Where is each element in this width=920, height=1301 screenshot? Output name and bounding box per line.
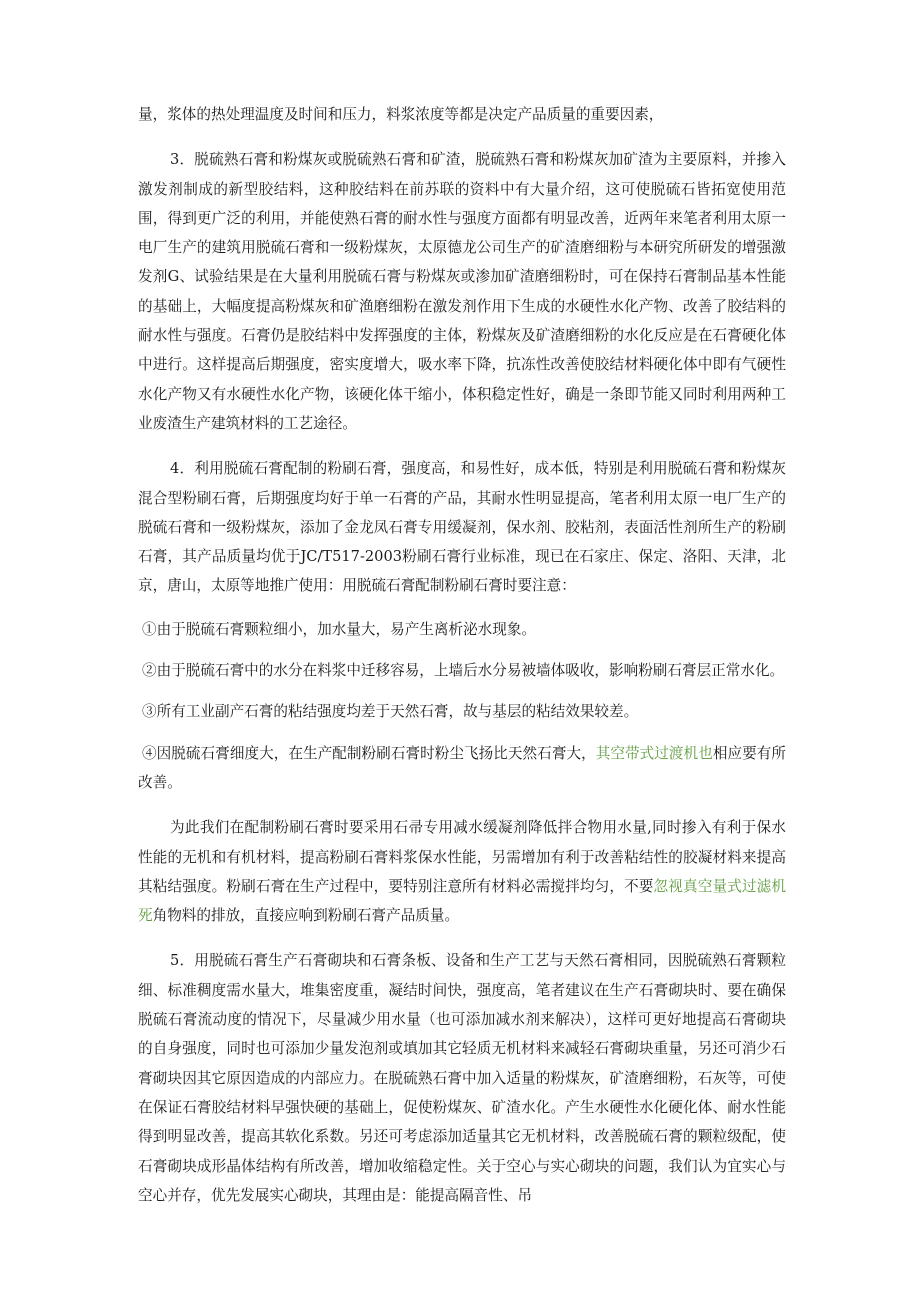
plastering-link[interactable]: 忽视真空量式过滤机死 [138,877,786,925]
document-body [138,100,786,1210]
note-item-4-text-before: ④因脱硫石膏细度大，在生产配制粉刷石膏时粉尘飞扬比天然石膏大， [142,744,596,762]
note-item-4-text-after: 相应要有所改善。 [138,744,786,791]
paragraph-item-5: 5．用脱硫石膏生产石膏砌块和石膏条板、设备和生产工艺与天然石膏相同，因脱硫熟石膏颗粒细、标准稠度需水量大，堆集密度重，凝结时间快，强度高，笔者建议在生产石膏砌块时、要在确保脱硫石膏流动度的情况下，尽量减少用水量（也可添加减水剂来解决），这样可更好地提高石膏砌块的自身强度，同时也可添加少量发泡剂或填加其它轻质无机材料来减轻石膏砌块重量，另还可消少石膏砌块因其它原因造成的内部应力。在脱硫熟石膏中加入适量的粉煤灰，矿渣磨细粉，石灰等，可使在保证石膏胶结材料早强快硬的基础上，促使粉煤灰、矿渣水化。产生水硬性水化硬化体、耐水性能得到明显改善，提高其软化系数。另还可考虑添加适量其它无机材料，改善脱硫石膏的颗粒级配，使石膏砌块成形晶体结构有所改善，增加收缩稳定性。关于空心与实心砌块的问题，我们认为宜实心与空心并存，优先发展实心砌块，其理由是：能提高隔音性、吊 [138,952,786,1204]
note-item-4 [138,739,786,798]
note-item-1: ①由于脱硫石膏颗粒细小，加水量大，易产生离析泌水现象。 [142,620,537,638]
paragraph-continuation: 量，浆体的热处理温度及时间和压力，料浆浓度等都是决定产品质量的重要因素， [138,106,664,123]
note-item-2: ②由于脱硫石膏中的水分在料浆中迁移容易，上墙后水分易被墙体吸收，影响粉刷石膏层正常水化。 [142,662,785,680]
plastering-text-after: 角物料的排放，直接应响到粉刷石膏产品质量。 [152,907,460,925]
plastering-text-before: 为此我们在配制粉刷石膏时要采用石帚专用减水缓凝剂降低拌合物用水量,同时掺入有利于保水性能的无机和有机材料，提高粉刷石膏料浆保水性能，另需增加有利于改善粘结性的胶凝材料来提高其粘结强度。粉刷石膏在生产过程中，要特别注意所有材料必需搅拌均匀，不要 [138,819,786,895]
paragraph-item-3: 3．脱硫熟石膏和粉煤灰或脱硫熟石膏和矿渣，脱硫熟石膏和粉煤灰加矿渣为主要原料，并掺入激发剂制成的新型胶结料，这种胶结料在前苏联的资料中有大量介绍，这可使脱硫石皆拓宽使用范围，得到更广泛的利用，并能使熟石膏的耐水性与强度方面都有明显改善，近两年来笔者利用太原一电厂生产的建筑用脱硫石膏和一级粉煤灰，太原德龙公司生产的矿渣磨细粉与本研究所研发的增强激发剂G、试验结果是在大量利用脱硫石膏与粉煤灰或渗加矿渣磨细粉时，可在保持石膏制品基本性能的基础上，大幅度提高粉煤灰和矿渔磨细粉在激发剂作用下生成的水硬性水化产物、改善了胶结料的耐水性与强度。石膏仍是胶结料中发挥强度的主体，粉煤灰及矿渣磨细粉的水化反应是在石膏硬化体中进行。这样提高后期强度，密实度增大，吸水率下降，抗冻性改善使胶结材料硬化体中即有气硬性水化产物又有水硬性水化产物，该硬化体干缩小，体积稳定性好，确是一条即节能又同时利用两种工业废渣生产建筑材料的工艺途径。 [138,151,786,432]
note-item-3: ③所有工业副产石膏的粘结强度均差于天然石膏，故与基层的粘结效果较差。 [142,703,639,721]
paragraph-plastering-note [138,813,786,930]
note-item-4-link[interactable]: 其空带式过渡机也 [595,744,713,762]
paragraph-item-4: 4．利用脱硫石膏配制的粉刷石膏，强度高，和易性好，成本低，特别是利用脱硫石膏和粉煤灰混合型粉刷石膏，后期强度均好于单一石膏的产品，其耐水性明显提高，笔者利用太原一电厂生产的脱硫石膏和一级粉煤灰，添加了金龙凤石膏专用缓凝剂，保水剂、胶粘剂，表面活性剂所生产的粉刷石膏，其产品质量均优于JC/T517-2003粉刷石膏行业标准，现已在石家庄、保定、洛阳、天津，北京，唐山，太原等地推广使用：用脱硫石膏配制粉刷石膏时要注意： [138,460,786,595]
